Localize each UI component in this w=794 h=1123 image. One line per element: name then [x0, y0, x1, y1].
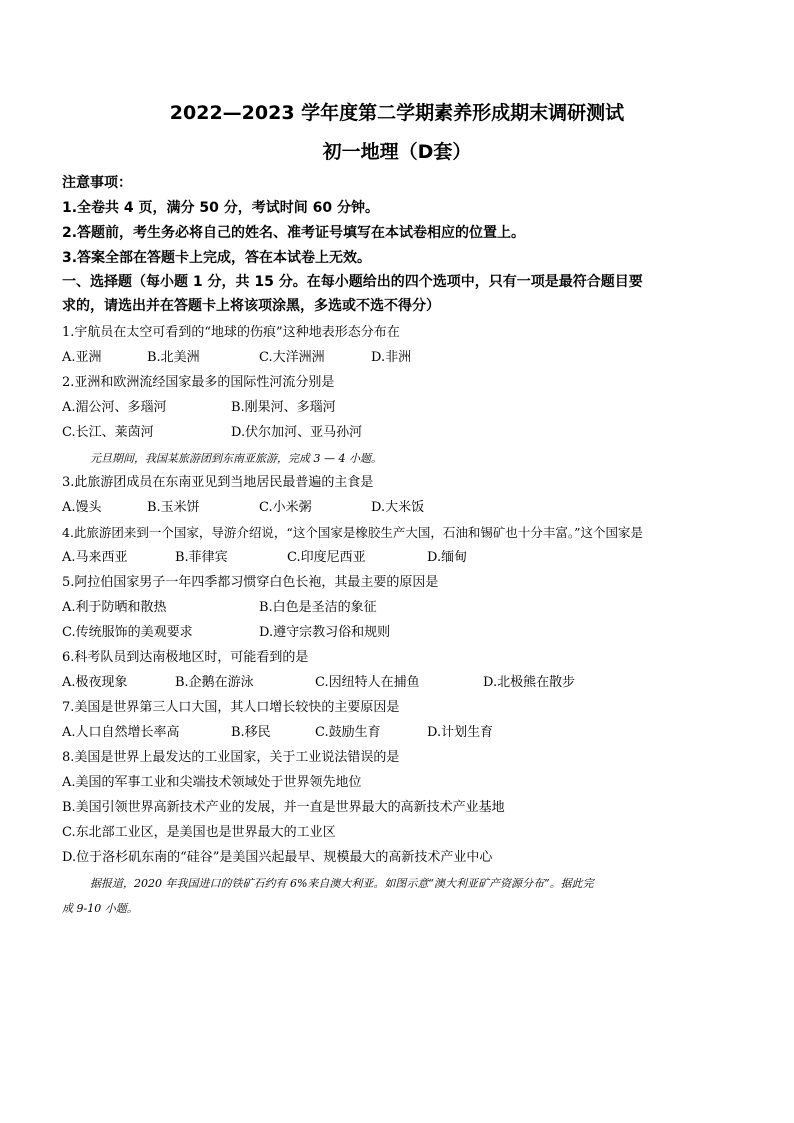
question-3-option-c: C.小米粥	[259, 500, 312, 515]
question-8-option-c: C.东北部工业区，是美国也是世界最大的工业区	[62, 825, 336, 840]
question-4-option-c: C.印度尼西亚	[287, 550, 366, 565]
intro-questions-9-10-line-2: 成 9-10 小题。	[62, 902, 138, 915]
question-6-option-a: A.极夜现象	[62, 675, 128, 690]
section-instructions-line-1: 一、选择题（每小题 1 分，共 15 分。在每小题给出的四个选项中，只有一项是最符合题目要	[62, 274, 643, 290]
question-5-stem: 5.阿拉伯国家男子一年四季都习惯穿白色长袍，其最主要的原因是	[62, 575, 439, 590]
question-7-option-c: C.鼓励生育	[315, 725, 381, 740]
question-5-option-a: A.利于防晒和散热	[62, 600, 167, 615]
question-1-option-a: A.亚洲	[62, 350, 102, 365]
notes-heading: 注意事项：	[62, 175, 132, 191]
question-1-option-b: B.北美洲	[147, 350, 200, 365]
section-instructions-line-2: 求的，请选出并在答题卡上将该项涂黑，多选或不选不得分）	[62, 298, 440, 314]
question-2-option-b: B.刚果河、多瑙河	[231, 400, 336, 415]
question-5-option-d: D.遵守宗教习俗和规则	[259, 625, 391, 640]
question-6-option-b: B.企鹅在游泳	[175, 675, 254, 690]
note-item-2: 2.答题前，考生务必将自己的姓名、准考证号填写在本试卷相应的位置上。	[62, 225, 526, 241]
question-1-option-c: C.大洋洲洲	[259, 350, 325, 365]
note-item-1: 1.全卷共 4 页，满分 50 分，考试时间 60 分钟。	[62, 200, 380, 216]
question-7-option-a: A.人口自然增长率高	[62, 725, 180, 740]
question-8-option-d: D.位于洛杉矶东南的“硅谷”是美国兴起最早、规模最大的高新技术产业中心	[62, 850, 493, 865]
question-3-stem: 3.此旅游团成员在东南亚见到当地居民最普遍的主食是	[62, 475, 374, 490]
question-2-option-c: C.长江、莱茵河	[62, 425, 154, 440]
question-4-option-b: B.菲律宾	[175, 550, 228, 565]
question-3-option-b: B.玉米饼	[147, 500, 200, 515]
question-1-option-d: D.非洲	[371, 350, 412, 365]
question-6-option-d: D.北极熊在散步	[483, 675, 576, 690]
question-4-option-a: A.马来西亚	[62, 550, 128, 565]
question-4-option-d: D.缅甸	[427, 550, 468, 565]
question-3-option-d: D.大米饭	[371, 500, 425, 515]
question-1-stem: 1.宇航员在太空可看到的“地球的伤痕”这种地表形态分布在	[62, 325, 400, 340]
question-3-option-a: A.馒头	[62, 500, 102, 515]
question-8-option-a: A.美国的军事工业和尖端技术领域处于世界领先地位	[62, 775, 362, 790]
exam-subtitle: 初一地理（D套）	[322, 141, 472, 163]
question-6-stem: 6.科考队员到达南极地区时，可能看到的是	[62, 650, 309, 665]
intro-questions-9-10-line-1: 据报道，2020 年我国进口的铁矿石约有 6%来自澳大利亚。如图示意“澳大利亚矿产资源分布”。据此完	[90, 877, 594, 890]
question-8-stem: 8.美国是世界上最发达的工业国家，关于工业说法错误的是	[62, 750, 400, 765]
intro-questions-3-4: 元旦期间，我国某旅游团到东南亚旅游，完成 3 — 4 小题。	[90, 452, 382, 465]
question-7-option-b: B.移民	[231, 725, 271, 740]
question-5-option-c: C.传统服饰的美观要求	[62, 625, 193, 640]
question-8-option-b: B.美国引领世界高新技术产业的发展，并一直是世界最大的高新技术产业基地	[62, 800, 505, 815]
question-2-stem: 2.亚洲和欧洲流经国家最多的国际性河流分别是	[62, 375, 335, 390]
question-5-option-b: B.白色是圣洁的象征	[259, 600, 377, 615]
question-2-option-a: A.湄公河、多瑙河	[62, 400, 167, 415]
question-7-option-d: D.计划生育	[427, 725, 494, 740]
note-item-3: 3.答案全部在答题卡上完成，答在本试卷上无效。	[62, 250, 372, 266]
question-6-option-c: C.因纽特人在捕鱼	[315, 675, 420, 690]
question-4-stem: 4.此旅游团来到一个国家，导游介绍说，“这个国家是橡胶生产大国，石油和锡矿也十分丰富。”这个国家是	[62, 525, 643, 540]
exam-title: 2022—2023 学年度第二学期素养形成期末调研测试	[169, 102, 625, 124]
question-2-option-d: D.伏尔加河、亚马孙河	[231, 425, 363, 440]
question-7-stem: 7.美国是世界第三人口大国，其人口增长较快的主要原因是	[62, 700, 400, 715]
